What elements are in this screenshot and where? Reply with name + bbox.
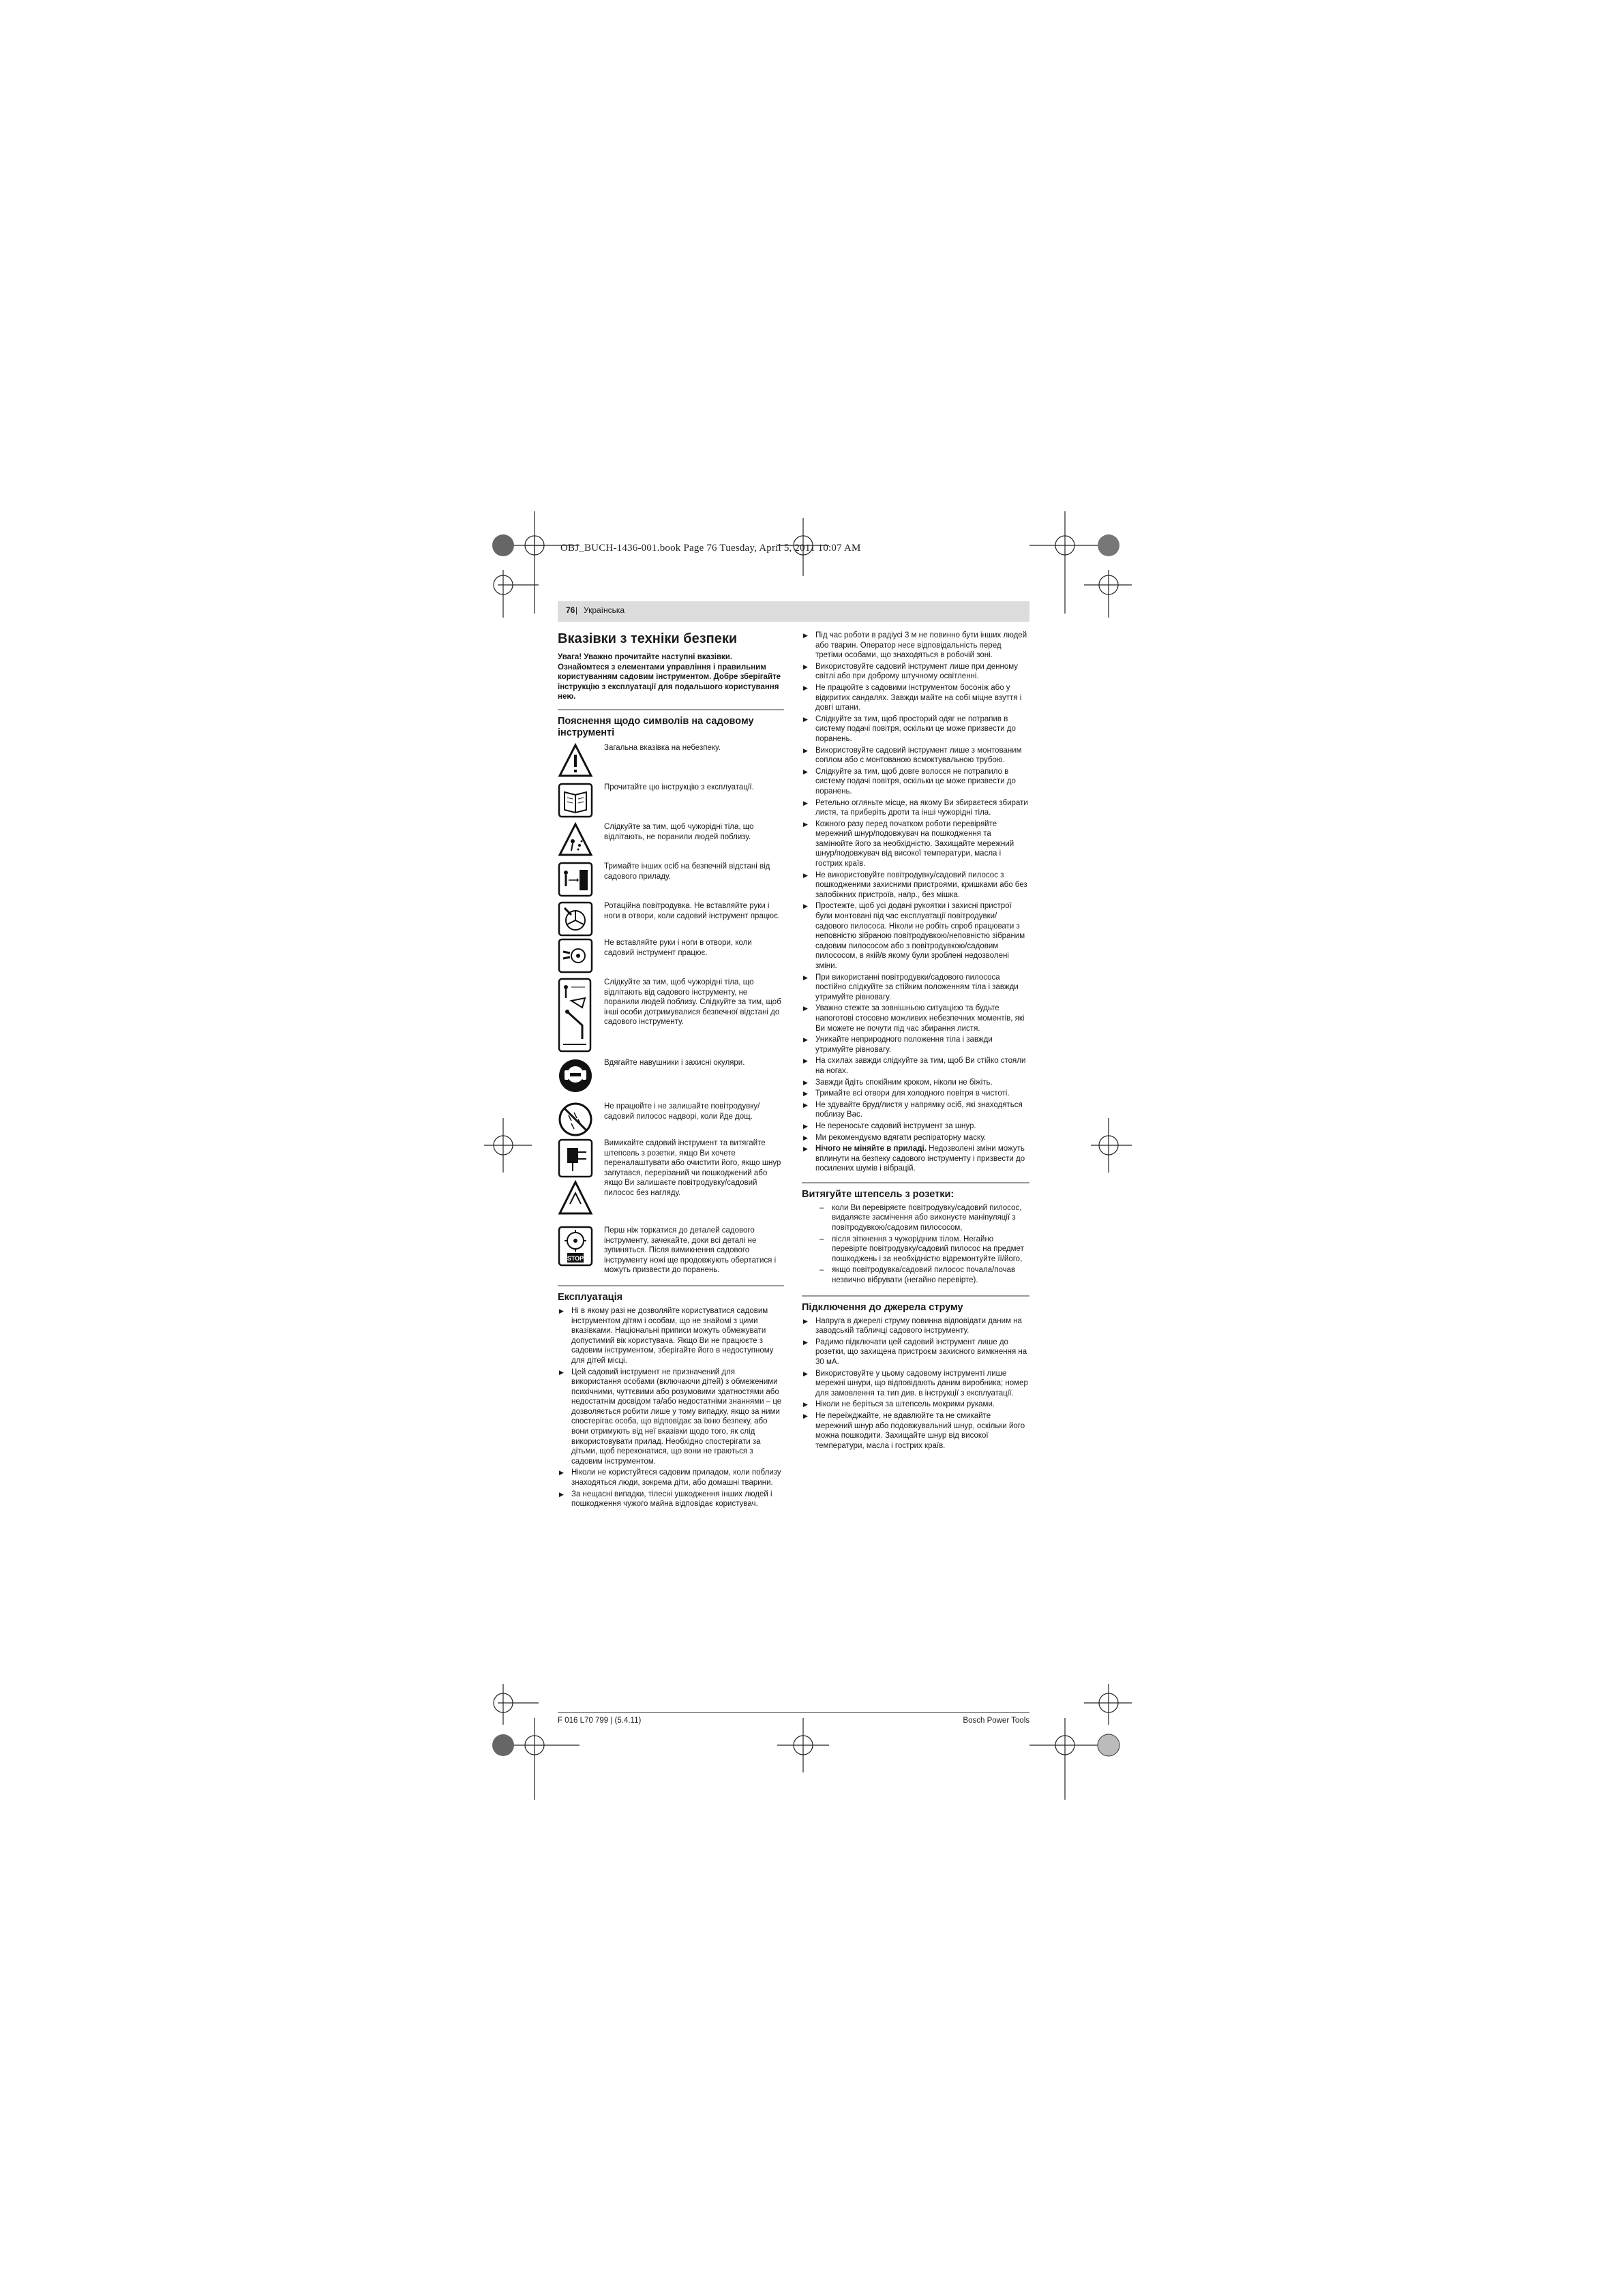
list-item: ▶ Не переносьте садовий інструмент за шнур. xyxy=(802,1121,1029,1132)
warning-text: Увага! Уважно прочитайте наступні вказівки. Ознайомтеся з елементами управління і правильним користуванням садовим інструментом. Добре зберігайте інструкцію з експлуатації для подальшого користування нею. xyxy=(558,653,781,701)
svg-text:STOP: STOP xyxy=(567,1254,584,1262)
list-item: ▶ Використовуйте садовий інструмент лише при денному світлі або при доброму штучному освітленні. xyxy=(802,662,1029,682)
symbol-text: Вдягайте навушники і захисні окуляри. xyxy=(604,1058,745,1067)
symbol-row xyxy=(558,862,784,892)
symbol-row xyxy=(558,822,784,852)
list-item: ▶ Ретельно огляньте місце, на якому Ви збираєтеся збирати листя, та приберіть дроти та інші чужорідні тіла. xyxy=(802,798,1029,818)
list-item: ▶ Не здувайте бруд/листя у напрямку осіб, які знаходяться поблизу Вас. xyxy=(802,1100,1029,1120)
list-item: ▶ Завжди йдіть спокійним кроком, ніколи не біжіть. xyxy=(802,1078,1029,1088)
symbols-heading: Пояснення щодо символів на садовому інструменті xyxy=(558,715,754,738)
footer-brand: Bosch Power Tools xyxy=(963,1717,1029,1725)
list-item: ▶ Уникайте неприродного положення тіла і завжди утримуйте рівновагу. xyxy=(802,1035,1029,1055)
list-item: ▶ За нещасні випадки, тілесні ушкодження інших людей і пошкодження чужого майна відповідає користувач. xyxy=(558,1490,784,1509)
warning-triangle-icon xyxy=(558,743,593,779)
symbol-text: Слідкуйте за тим, щоб чужорідні тіла, що відлітають, не поранили людей поблизу. xyxy=(604,822,754,841)
symbol-row xyxy=(558,783,784,813)
section-title: Вказівки з техніки безпеки xyxy=(558,631,738,646)
book-line: OBJ_BUCH-1436-001.book Page 76 Tuesday, April 5, 2011 10:07 AM xyxy=(560,543,861,554)
symbol-text: Ротаційна повітродувка. Не вставляйте руки і ноги в отвори, коли садовий інструмент працює. xyxy=(604,901,781,920)
unplug-heading: Витягуйте штепсель з розетки: xyxy=(802,1188,954,1200)
footer-code: F 016 L70 799 | (5.4.11) xyxy=(558,1717,642,1725)
symbol-row xyxy=(558,1058,784,1088)
bold-lead: Нічого не міняйте в приладі. xyxy=(815,1145,927,1153)
read-manual-icon xyxy=(558,783,593,818)
list-item: ▶ Кожного разу перед початком роботи перевіряйте мережний шнур/подовжувач на пошкодження та замінюйте його за необхідністю. Захищайте мережний шнур/подовжувач від високої температури, масла і гострих країв. xyxy=(802,819,1029,869)
page-header xyxy=(558,601,1029,622)
stop-wait-icon xyxy=(558,1226,593,1267)
divider xyxy=(802,1182,1029,1183)
list-item: ▶ Уважно стежте за зовнішньою ситуацією та будьте напоготові стосовно можливих небезпечних моментів, які Ви можете не почути під час збирання листя. xyxy=(802,1003,1029,1033)
distance-bystanders-icon xyxy=(558,978,592,1053)
list-item: ▶ Простежте, щоб усі додані рукоятки і захисні пристрої були монтовані під час експлуатації повітродувки/садового пилососа. Ніколи не робіть спроб працювати з неповністю зібраною повітродувкою/неповністю зібраним садовим пилососом або з повітродувкою/садовим пилососом, в якій/в якому були зроблені недозволені зміни. xyxy=(802,901,1029,971)
symbol-row xyxy=(558,743,784,773)
no-rain-icon xyxy=(558,1102,593,1137)
safety-list xyxy=(802,631,1029,1174)
rotating-impeller-icon xyxy=(558,901,593,937)
divider xyxy=(558,1285,784,1286)
symbol-row xyxy=(558,1226,784,1275)
list-item xyxy=(802,1144,1029,1174)
right-column xyxy=(802,631,1029,1452)
symbol-row xyxy=(558,978,784,1053)
ear-eye-protection-icon xyxy=(558,1058,593,1093)
list-item: ▶ Не переїжджайте, не вдавлюйте та не смикайте мережний шнур або подовжувальний шнур, оскільки його можна пошкодити. Захищайте шнур від високої температури, масла і гострих країв. xyxy=(802,1411,1029,1451)
list-item: ▶ Тримайте всі отвори для холодного повітря в чистоті. xyxy=(802,1089,1029,1099)
symbol-row xyxy=(558,938,784,968)
power-heading: Підключення до джерела струму xyxy=(802,1301,963,1313)
list-item: ▶ Ні в якому разі не дозволяйте користуватися садовим інструментом дітям і особам, що не знайомі з цими вказівками. Національні приписи можуть обмежувати допустимий вік користувача. Якщо Ви не працюєте з садовим інструментом, зберігайте його в недоступному для дітей місці. xyxy=(558,1306,784,1366)
symbol-text: Вимикайте садовий інструмент та витягайте штепсель з розетки, якщо Ви хочете переналаштувати або очистити його, якщо шнур запутався, перерізаний чи пошкоджений або якщо Ви залишаєте повітродувку/садовий пилосос без нагляду. xyxy=(604,1138,781,1197)
list-item: – коли Ви перевіряєте повітродувку/садовий пилосос, видаляєте засмічення або виконуєте маніпуляції з повітродувкою/садовим пилососом, xyxy=(802,1203,1029,1233)
symbol-row xyxy=(558,1102,784,1132)
unplug-list xyxy=(802,1203,1029,1286)
list-item: ▶ При використанні повітродувки/садового пилососа постійно слідкуйте за стійким положенням тіла і завжди утримуйте рівновагу. xyxy=(802,973,1029,1003)
safe-distance-icon xyxy=(558,862,593,897)
list-item: ▶ Використовуйте у цьому садовому інструменті лише мережні шнури, що відповідають даним виробника; номер для замовлення та тип див. в інструкції з експлуатації. xyxy=(802,1369,1029,1399)
list-item: ▶ Напруга в джерелі струму повинна відповідати даним на заводській табличці садового інструменту. xyxy=(802,1316,1029,1336)
operation-list xyxy=(558,1306,784,1509)
list-item: ▶ Використовуйте садовий інструмент лише з монтованим соплом або с монтованою всмоктувальною трубою. xyxy=(802,746,1029,766)
hands-feet-icon xyxy=(558,938,593,973)
list-item: – після зіткнення з чужорідним тілом. Негайно перевірте повітродувку/садовий пилосос на предмет пошкоджень і за необхідністю відремонтуйте її/його, xyxy=(802,1235,1029,1265)
list-item: ▶ На схилах завжди слідкуйте за тим, щоб Ви стійко стояли на ногах. xyxy=(802,1056,1029,1076)
list-item: ▶ Радимо підключати цей садовий інструмент лише до розетки, що захищена пристроєм захисного вимкнення на 30 мА. xyxy=(802,1338,1029,1368)
symbol-row xyxy=(558,901,784,931)
power-list xyxy=(802,1316,1029,1451)
symbol-text: Тримайте інших осіб на безпечній відстані від садового приладу. xyxy=(604,862,770,881)
list-item: ▶ Під час роботи в радіусі 3 м не повинно бути інших людей або тварин. Оператор несе відповідальність перед третіми особами, що знаходяться в робочій зоні. xyxy=(802,631,1029,661)
symbol-text: Не вставляйте руки і ноги в отвори, коли садовий інструмент працює. xyxy=(604,938,752,957)
unplug-icon xyxy=(558,1138,593,1220)
list-item: ▶ Цей садовий інструмент не призначений для використання особами (включаючи дітей) з обмеженими психічними, чуттєвими або розумовими здатностями або недостатнім досвідом та/або недостатніми знаннями – це дозволяється робити лише у тому випадку, якщо за ними спостерігає особа, що відповідає за їхню безпеку, або вони отримують від неї вказівки щодо того, як слід використовувати прилад. Необхідно спостерігати за дітьми, щоб переконатися, що вони не граються з садовим інструментом. xyxy=(558,1368,784,1467)
divider xyxy=(802,1295,1029,1297)
header-separator: | xyxy=(575,605,578,615)
item-rest: Недозволені зміни можуть вплинути на безпеку садового інструменту і призвести до посилених шумів і вібрацій. xyxy=(815,1145,1025,1173)
symbol-text: Прочитайте цю інструкцію з експлуатації. xyxy=(604,783,754,791)
flying-debris-icon xyxy=(558,822,593,858)
left-column xyxy=(558,631,784,1511)
symbol-row xyxy=(558,1138,784,1220)
list-item: ▶ Не використовуйте повітродувку/садовий пилосос з пошкодженими захисними пристроями, кришками або без запобіжних пристроїв, напр., без мішка. xyxy=(802,871,1029,901)
symbol-text: Перш ніж торкатися до деталей садового інструменту, зачекайте, доки всі деталі не зупиняться. Після вимикнення садового інструменту ножі ще продовжують обертатися і можуть призвести до поранень. xyxy=(604,1226,777,1275)
page-number: 76 xyxy=(566,605,575,615)
list-item: – якщо повітродувка/садовий пилосос почала/почав незвично вібрувати (негайно перевірте). xyxy=(802,1265,1029,1285)
list-item: ▶ Ніколи не користуйтеся садовим приладом, коли поблизу знаходяться люди, зокрема діти, або домашні тварини. xyxy=(558,1468,784,1487)
symbol-text: Слідкуйте за тим, щоб чужорідні тіла, що відлітають від садового інструменту, не поранили людей поблизу. Слідкуйте за тим, щоб інші особи дотримувалися безпечної відстані до садового інструменту. xyxy=(604,978,781,1027)
divider xyxy=(558,709,784,710)
symbol-text: Не працюйте і не залишайте повітродувку/садовий пилосос надворі, коли йде дощ. xyxy=(604,1102,760,1121)
list-item: ▶ Слідкуйте за тим, щоб просторий одяг не потрапив в систему подачі повітря, оскільки це може призвести до поранень. xyxy=(802,714,1029,744)
list-item: ▶ Ми рекомендуємо вдягати респіраторну маску. xyxy=(802,1133,1029,1143)
list-item: ▶ Ніколи не беріться за штепсель мокрими руками. xyxy=(802,1400,1029,1410)
header-language: Українська xyxy=(584,605,625,615)
symbol-text: Загальна вказівка на небезпеку. xyxy=(604,743,721,752)
list-item: ▶ Не працюйте з садовими інструментом босоніж або у відкритих сандалях. Завжди майте на собі міцне взуття і довгі штани. xyxy=(802,683,1029,713)
list-item: ▶ Слідкуйте за тим, щоб довге волосся не потрапило в систему подачі повітря, оскільки це може призвести до поранень. xyxy=(802,767,1029,797)
operation-heading: Експлуатація xyxy=(558,1291,623,1303)
footer-rule xyxy=(558,1712,1029,1713)
